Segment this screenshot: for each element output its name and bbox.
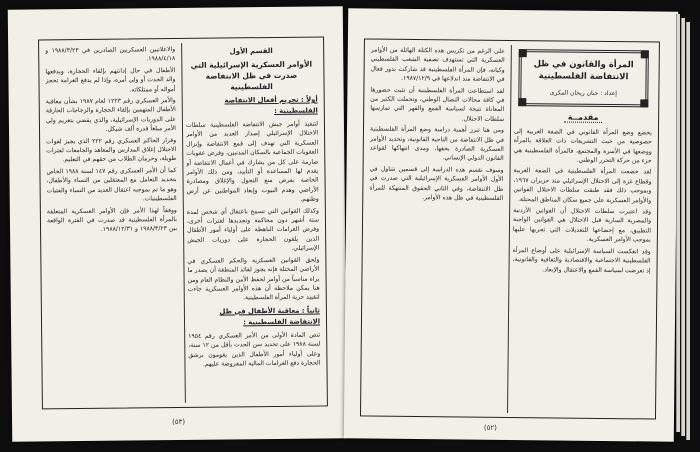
paragraph: يخضع وضع المرأة القانوني في الضفة الغربية إلى خصوصية من حيث التشريعات ذات العلاقة بالمرأة ووضعها في الأسرة والمجتمع، فالمرأة الفلسطينية هي جزء من حركة التحرر الوطني. — [513, 127, 653, 165]
page-edge — [681, 18, 685, 436]
paragraph: الأطفال في حال إدانتهم بإلقاء الحجارة، ويدفعها والد الحدث أو ولي أمره، وإذا لم يدفع الغرامة تحجز أمواله أو ممتلكاته. — [45, 66, 176, 94]
paragraph: وكذلك القوانين التي تسمح باعتقال أي شخص لمدة ستة أشهر دون محاكمة وتجديدها لفترات أخرى، وفرض الغرامات الباهظة على أولياء أمور الأطفال الذين يلقون الحجارة على دوريات الجيش الإسرائيلي. — [186, 207, 320, 253]
right-page — [344, 8, 678, 441]
paragraph: ووفقاً لهذا الأمر فإن الأوامر العسكرية المتعلقة بالمرأة الفلسطينية قد صدرت في الفترة الواقعة بين ١٩٨٨/٣/٢٣ و ١٩٨٨/١٢/٣١. — [46, 206, 178, 234]
ornament-corner — [641, 50, 649, 58]
page-number: (٥٣) — [172, 417, 186, 427]
heading-children: ثانياً : معاقبة الأطفال في ظل الانتفاضة الفلسطينية : — [219, 306, 321, 327]
paragraph: وقرار الحاكم العسكري رقم ٢٢٢ الذي يجيز لقوات الاحتلال إغلاق المدارس والمعاهد والجامعات لفترات طويلة، وحرمان الطلاب من حقهم في التعليم. — [46, 136, 177, 164]
left-page-right-column — [185, 44, 321, 401]
ornament-corner — [640, 100, 648, 108]
page-edge — [676, 14, 680, 432]
page-edge — [686, 22, 690, 440]
left-page-frame — [38, 36, 328, 409]
ornament-corner — [518, 98, 526, 106]
paragraph: على الرغم من تكريس هذه الكتلة الهائلة من الأوامر العسكرية التي تستهدف تصفية الشعب الفلسطيني وكيانه، فإن المرأة الفلسطينية قد شاركت بدور فعال في الانتفاضة منذ اندلاعها في ١٩٨٧/١٢/٩. — [370, 46, 505, 84]
intro-heading: مقدمــة — [564, 113, 603, 123]
left-page-left-column — [45, 45, 179, 402]
author-line: إعداد : حنان ريحان المكرى — [549, 89, 617, 98]
right-page-frame — [360, 38, 660, 419]
paragraph: كما أن الأمر العسكري رقم ١٤٧ لسنة ١٩٨٨ الخاص بتحديد التعامل مع المعتقلين من النساء والأطفال، وهو ما تم بموجبه اعتقال العديد من النساء والفتيات الفلسطينيات. — [46, 166, 177, 203]
paragraph: تنص المادة الأولى من الأمر العسكري رقم ١٩٥٤ لسنة ١٩٨٨ على تحديد سن الحدث بأقل من ١٢ سنة، وعلى أولياء أمور الأطفال الذين يقومون برشق الحجارة دفع الغرامات المالية المفروضة عليهم. — [188, 331, 321, 368]
paragraph: وسوف نقسم هذه الدراسة إلى قسمين نتناول في الأول الأوامر العسكرية الإسرائيلية التي صدرت في ظل الانتفاضة، وفي الثاني الحقوق المنتهكة للمرأة الفلسطينية في ظل هذه الأوامر. — [369, 165, 504, 203]
article-title-box — [518, 49, 649, 108]
header-line: والاعلانيين العسكريين الصادرين في ١٩٨٨/٣/٢٣ و ١٩٨٨/٤/١٨. — [45, 46, 176, 63]
section-title: القسم الأول — [229, 46, 273, 56]
paragraph: لقد خضعت المرأة الفلسطينية في الضفة الغربية وقطاع غزة إلى الاحتلال الإسرائيلي منذ حزيران ١٩٦٧، وبموجب ذلك فقد طبقت سلطات الاحتلال القوانين والأوامر العسكرية على جميع سكان المناطق المحتلة. — [513, 167, 652, 205]
ornament-corner — [519, 49, 527, 57]
article-title: المرأة والقانون في ظل الانتفاضة الفلسطينية — [533, 59, 634, 83]
paragraph: ومن هنا تبرز أهمية دراسة وضع المرأة الفلسطينية في ظل الانتفاضة من الناحية القانونية، وتحديد الأوامر العسكرية الصادرة بحقها، ومدى انتهاكها لقواعد القانون الدولي الإنساني. — [369, 125, 505, 163]
paragraph: والأمر العسكري رقم ١٢٢٣ لعام ١٩٨٧ بشأن معاقبة الأطفال المتهمين بإلقاء الحجارة والزجاجات الحارقة على الدوريات الإسرائيلية، والذي يقضي بتغريم ولي الأمر مبلغاً قدره ألف شيكل. — [45, 97, 177, 133]
page-number: (٥٢) — [483, 423, 497, 432]
paragraph: لتنفيذ أوامر جيش الانتفاضة الفلسطينية سلطات الاحتلال الإسرائيلي إصدار العديد من الأوامر العسكرية التي تهدف إلى قمع الانتفاضة وإنزال العقوبات الجماعية بالسكان المدنيين، وفرض عقوبات صارمة على كل من يشارك في أعمال الانتفاضة أو يقدم لها المساعدة أو التأييد، ومن ذلك الأوامر الخاصة بفرض منع التجول والإغلاق ومصادرة الأراضي وهدم البيوت وإبعاد المواطنين عن أرض وطنهم. — [185, 120, 319, 203]
left-page — [8, 6, 348, 441]
right-page-right-column — [511, 47, 653, 412]
paragraph: وقد اعتبرت سلطات الاحتلال أن القوانين الأردنية والمصرية السارية قبل الاحتلال هي القوانين الواجبة التطبيق، مع إخضاعها للتعديلات التي تجريها عليها بموجب الأوامر العسكرية. — [512, 207, 652, 244]
paragraph: ولحق القوانين العسكرية والحكم العسكري في الأراضي المحتلة فإنه يجوز لقائد المنطقة أن يصدر ما يراه مناسباً من أوامر لحفظ الأمن والنظام العام ومن هنا يمكن ملاحظة أن هذه الأوامر العسكرية جاءت لتقييد حرية المرأة الفلسطينية. — [187, 256, 320, 302]
paragraph: وقد انعكست السياسة الإسرائيلية على أوضاع المرأة الفلسطينية الاجتماعية والاقتصادية والثقافية والقانونية، إذ تعرضت لسياسة القمع والاعتقال والإبعاد. — [512, 246, 651, 274]
heading-criminalization: أولاً : تجريم أفعال الانتفاضة الفلسطينية : — [224, 95, 318, 115]
paragraph: لقد استطاعت المرأة الفلسطينية أن تثبت حضورها في كافة مجالات النضال الوطني، وتحملت الكثير من المعاناة نتيجة لسياسة القمع والقهر التي تمارسها سلطات الاحتلال. — [370, 86, 505, 123]
right-page-left-column — [367, 46, 505, 411]
section-subtitle: الأوامر العسكرية الإسرائيلية التي صدرت في ظل الانتفاضة الفلسطينية — [190, 59, 313, 92]
